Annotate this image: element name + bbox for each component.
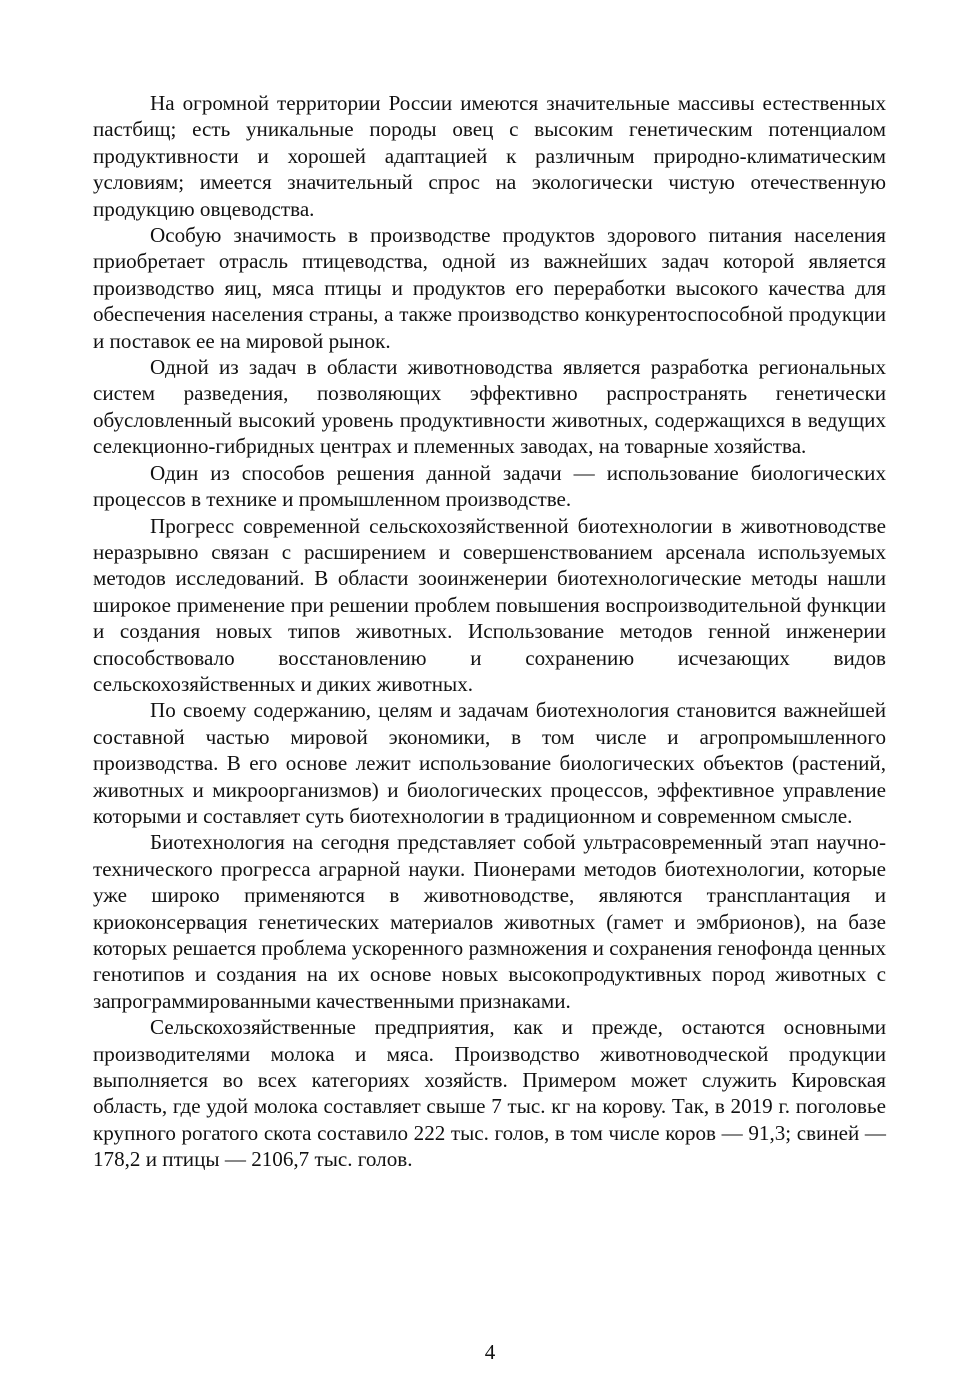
paragraph-agricultural-enterprises: Сельскохозяйственные предприятия, как и прежде, остаются основными производителями молока и мяса. Производство животноводческой продукции выполняется во всех категориях хозяйств. Примером может служить Кировская область, где удой молока составляет свыше 7 тыс. кг на корову. Так, в 2019 г. поголовье крупного рогатого скота составило 222 тыс. голов, в том числе коров — 91,3; свиней — 178,2 и птицы — 2106,7 тыс. голов.	[93, 1015, 886, 1172]
paragraph-biotech-progress: Прогресс современной сельскохозяйственной биотехнологии в животноводстве неразрывно связан с расширением и совершенствованием арсенала используемых методов исследований. В области зооинженерии биотехнологические методы нашли широкое применение при решении проблем повышения воспроизводительной функции и создания новых типов животных. Использование методов генной инженерии способствовало восстановлению и сохранению исчезающих видов сельскохозяйственных и диких животных.	[93, 513, 886, 696]
paragraph-biotech-today: Биотехнология на сегодня представляет собой ультрасовременный этап научно-технического прогресса аграрной науки. Пионерами методов биотехнологии, которые уже широко применяются в животноводстве, являются трансплантация и криоконсервация генетических материалов животных (гамет и эмбрионов), на базе которых решается проблема ускоренного размножения и сохранения генофонда ценных генотипов и создания на их основе новых высокопродуктивных пород животных с запрограммированными качественными признаками.	[93, 830, 886, 1013]
page-number: 4	[484, 1340, 496, 1364]
paragraph-poultry-farming: Особую значимость в производстве продуктов здорового питания населения приобретает отрасль птицеводства, одной из важнейших задач которой является производство яиц, мяса птицы и продуктов его переработки высокого качества для обеспечения населения страны, а также производство конкурентоспособной продукции и поставок ее на мировой рынок.	[93, 223, 886, 353]
paragraph-biological-processes: Один из способов решения данной задачи — использование биологических процессов в технике и промышленном производстве.	[93, 460, 886, 512]
paragraph-biotech-economy: По своему содержанию, целям и задачам биотехнология становится важнейшей составной частью мировой экономики, в том числе и агропромышленного производства. В его основе лежит использование биологических объектов (растений, животных и микроорганизмов) и биологических процессов, эффективное управление которыми и составляет суть биотехнологии в традиционном и современном смысле.	[93, 698, 886, 828]
document-body	[93, 90, 886, 1173]
paragraph-breeding-systems: Одной из задач в области животноводства является разработка региональных систем разведения, позволяющих эффективно распространять генетически обусловленный высокий уровень продуктивности животных, содержащихся в ведущих селекционно-гибридных центрах и племенных заводах, на товарные хозяйства.	[93, 355, 886, 459]
paragraph-sheep-farming: На огромной территории России имеются значительные массивы естественных пастбищ; есть уникальные породы овец с высоким генетическим потенциалом продуктивности и хорошей адаптацией к различным природно-климатическим условиям; имеется значительный спрос на экологически чистую отечественную продукцию овцеводства.	[93, 91, 886, 221]
